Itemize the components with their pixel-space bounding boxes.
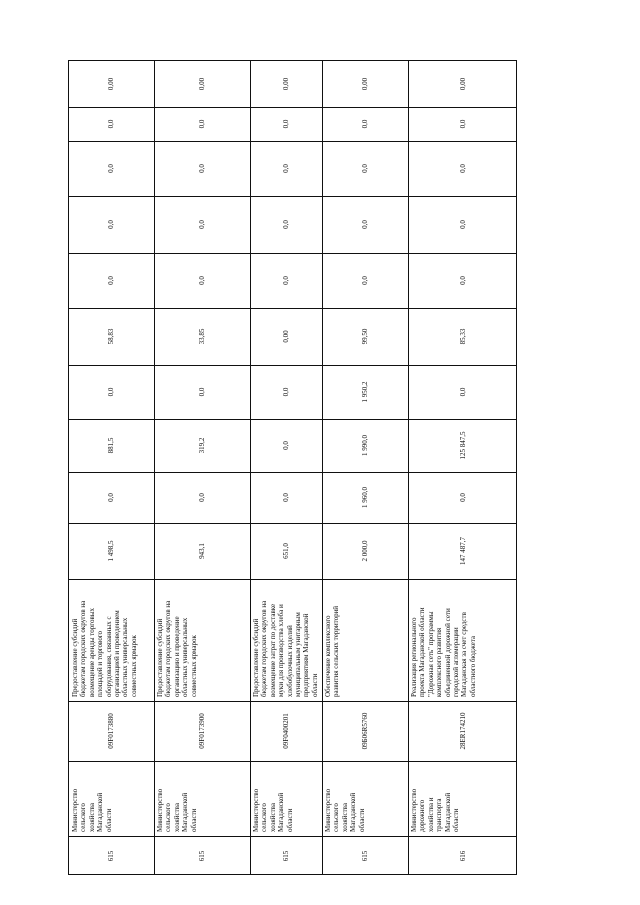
ministry-name-cell <box>250 761 322 836</box>
admin-code: 615 <box>281 850 290 862</box>
admin-code: 615 <box>197 850 206 862</box>
value-cell <box>154 253 250 308</box>
value: 651,0 <box>281 543 290 559</box>
value-cell <box>408 253 518 308</box>
value-cell <box>250 523 322 579</box>
value: 125 847,5 <box>458 431 467 460</box>
budget-table <box>68 60 517 875</box>
value: 0,0 <box>360 164 369 173</box>
value-cell <box>250 419 322 472</box>
expense-description: Обеспечение комплексного развития сельских территорий <box>324 605 341 697</box>
value: 0,00 <box>107 77 116 91</box>
expense-description-cell <box>322 579 408 701</box>
value: 0,0 <box>197 119 206 129</box>
expense-description-cell <box>408 579 518 701</box>
value: 0,0 <box>107 164 116 173</box>
value: 0,0 <box>107 387 116 397</box>
value-cell <box>154 419 250 472</box>
value: 0,0 <box>458 493 467 502</box>
value-cell <box>322 141 408 196</box>
value: 99,50 <box>360 328 369 345</box>
value-cell <box>408 472 518 523</box>
value-cell <box>250 308 322 365</box>
value-cell <box>154 107 250 141</box>
value-cell <box>408 141 518 196</box>
admin-code-cell <box>408 836 518 876</box>
value: 0,00 <box>360 77 369 91</box>
value-cell <box>69 419 154 472</box>
ministry-name: Министерство сельского хозяйства Магаданской области <box>156 788 198 832</box>
ministry-name-cell <box>69 761 154 836</box>
value: 1 990,0 <box>360 435 369 456</box>
value: 0,00 <box>281 77 290 91</box>
admin-code: 615 <box>107 850 116 862</box>
value-cell <box>154 308 250 365</box>
target-article-code-cell <box>250 701 322 761</box>
value: 0,00 <box>197 77 206 91</box>
value: 0,0 <box>197 220 206 229</box>
expense-description: Предоставление субсидий бюджетам городских округов на возмещение затрат по доставке муки для производства хлеба и хлебобулочных изделий муниципальным унитарным предприятиям Магаданской области <box>252 600 319 697</box>
expense-description-cell <box>250 579 322 701</box>
value: 0,0 <box>458 119 467 129</box>
value: 0,0 <box>107 276 116 285</box>
admin-code: 616 <box>458 850 467 862</box>
value: 85,33 <box>458 328 467 345</box>
value-cell <box>408 419 518 472</box>
expense-description: Предоставление субсидий бюджетам городских округов на организацию и проведение областных универсальных совместных ярмарок <box>156 600 198 697</box>
value: 0,00 <box>281 330 290 343</box>
value: 1 498,5 <box>107 540 116 562</box>
value-cell <box>322 61 408 107</box>
value-cell <box>154 196 250 253</box>
target-article-code-cell <box>69 701 154 761</box>
value: 0,0 <box>281 441 290 450</box>
value-cell <box>322 472 408 523</box>
target-article-code: 09F0173880 <box>107 713 116 749</box>
value: 0,0 <box>197 276 206 285</box>
value-cell <box>154 523 250 579</box>
value: 0,0 <box>360 220 369 229</box>
admin-code-cell <box>250 836 322 876</box>
value-cell <box>408 523 518 579</box>
value: 0,0 <box>281 493 290 502</box>
value-cell <box>250 365 322 419</box>
value-cell <box>250 61 322 107</box>
target-article-code: 09F0400201 <box>281 713 290 749</box>
admin-code-cell <box>154 836 250 876</box>
target-article-code: 09F0173900 <box>197 713 206 749</box>
value-cell <box>154 365 250 419</box>
value-cell <box>408 308 518 365</box>
value: 881,5 <box>107 437 116 454</box>
expense-description-cell <box>69 579 154 701</box>
value: 0,0 <box>107 493 116 502</box>
value-cell <box>69 365 154 419</box>
value-cell <box>408 61 518 107</box>
admin-code-cell <box>69 836 154 876</box>
value: 0,0 <box>281 220 290 229</box>
admin-code: 615 <box>360 850 369 862</box>
value: 0,0 <box>107 119 116 129</box>
value: 943,1 <box>197 543 206 559</box>
value-cell <box>408 196 518 253</box>
target-article-code-cell <box>322 701 408 761</box>
expense-description: Предоставление субсидий бюджетам городских округов на возмещение аренды торговых площадей и торгового оборудования, связанных с организацией и проведением областных универсальных совместных ярмарок <box>71 600 138 697</box>
value-cell <box>69 523 154 579</box>
value-cell <box>322 308 408 365</box>
value: 0,0 <box>458 276 467 285</box>
value: 0,0 <box>197 387 206 397</box>
value-cell <box>69 107 154 141</box>
value-cell <box>250 196 322 253</box>
value: 0,0 <box>197 493 206 502</box>
value-cell <box>69 472 154 523</box>
target-article-code-cell <box>154 701 250 761</box>
value-cell <box>408 107 518 141</box>
ministry-name: Министерство сельского хозяйства Магаданской области <box>252 788 294 832</box>
value: 0,0 <box>458 164 467 173</box>
value-cell <box>408 365 518 419</box>
value: 0,0 <box>281 164 290 173</box>
expense-description: Реализация регионального проекта Магаданской области "Дорожная сеть" программы комплексного развития объединенной дорожной сети городской агломерации Магаданская за счет средств областного бюджета <box>410 607 477 697</box>
value-cell <box>250 253 322 308</box>
value: 0,0 <box>107 220 116 229</box>
value: 0,0 <box>360 276 369 285</box>
value: 0,0 <box>458 387 467 397</box>
value: 1 950,2 <box>360 381 369 403</box>
value-cell <box>69 308 154 365</box>
value-cell <box>250 107 322 141</box>
value-cell <box>250 472 322 523</box>
value: 0,0 <box>458 220 467 229</box>
value: 0,0 <box>197 164 206 173</box>
ministry-name: Министерство сельского хозяйства Магаданской области <box>324 788 366 832</box>
value: 319,2 <box>197 437 206 454</box>
ministry-name-cell <box>408 761 518 836</box>
value: 2 000,0 <box>360 540 369 562</box>
value: 147 487,7 <box>458 537 467 565</box>
value-cell <box>322 253 408 308</box>
value-cell <box>322 365 408 419</box>
value-cell <box>322 523 408 579</box>
value: 0,00 <box>458 77 467 91</box>
target-article-code-cell <box>408 701 518 761</box>
value-cell <box>154 61 250 107</box>
target-article-code: 09Б06R5760 <box>360 712 369 750</box>
ministry-name: Министерство сельского хозяйства Магаданской области <box>71 788 113 832</box>
expense-description-cell <box>154 579 250 701</box>
value-cell <box>154 472 250 523</box>
value-cell <box>322 196 408 253</box>
value-cell <box>322 419 408 472</box>
value: 0,0 <box>360 119 369 129</box>
value: 58,83 <box>107 328 116 345</box>
value: 0,0 <box>281 276 290 285</box>
value: 0,0 <box>281 119 290 129</box>
value-cell <box>250 141 322 196</box>
value-cell <box>69 196 154 253</box>
value-cell <box>69 61 154 107</box>
value: 33,85 <box>197 328 206 345</box>
value-cell <box>322 107 408 141</box>
ministry-name: Министерство дорожного хозяйства и транспорта Магаданской области <box>410 788 461 832</box>
value: 0,0 <box>281 387 290 397</box>
target-article-code: 28ER174210 <box>458 712 467 750</box>
value-cell <box>69 253 154 308</box>
ministry-name-cell <box>322 761 408 836</box>
value-cell <box>154 141 250 196</box>
value-cell <box>69 141 154 196</box>
admin-code-cell <box>322 836 408 876</box>
ministry-name-cell <box>154 761 250 836</box>
value: 1 960,0 <box>360 487 369 508</box>
